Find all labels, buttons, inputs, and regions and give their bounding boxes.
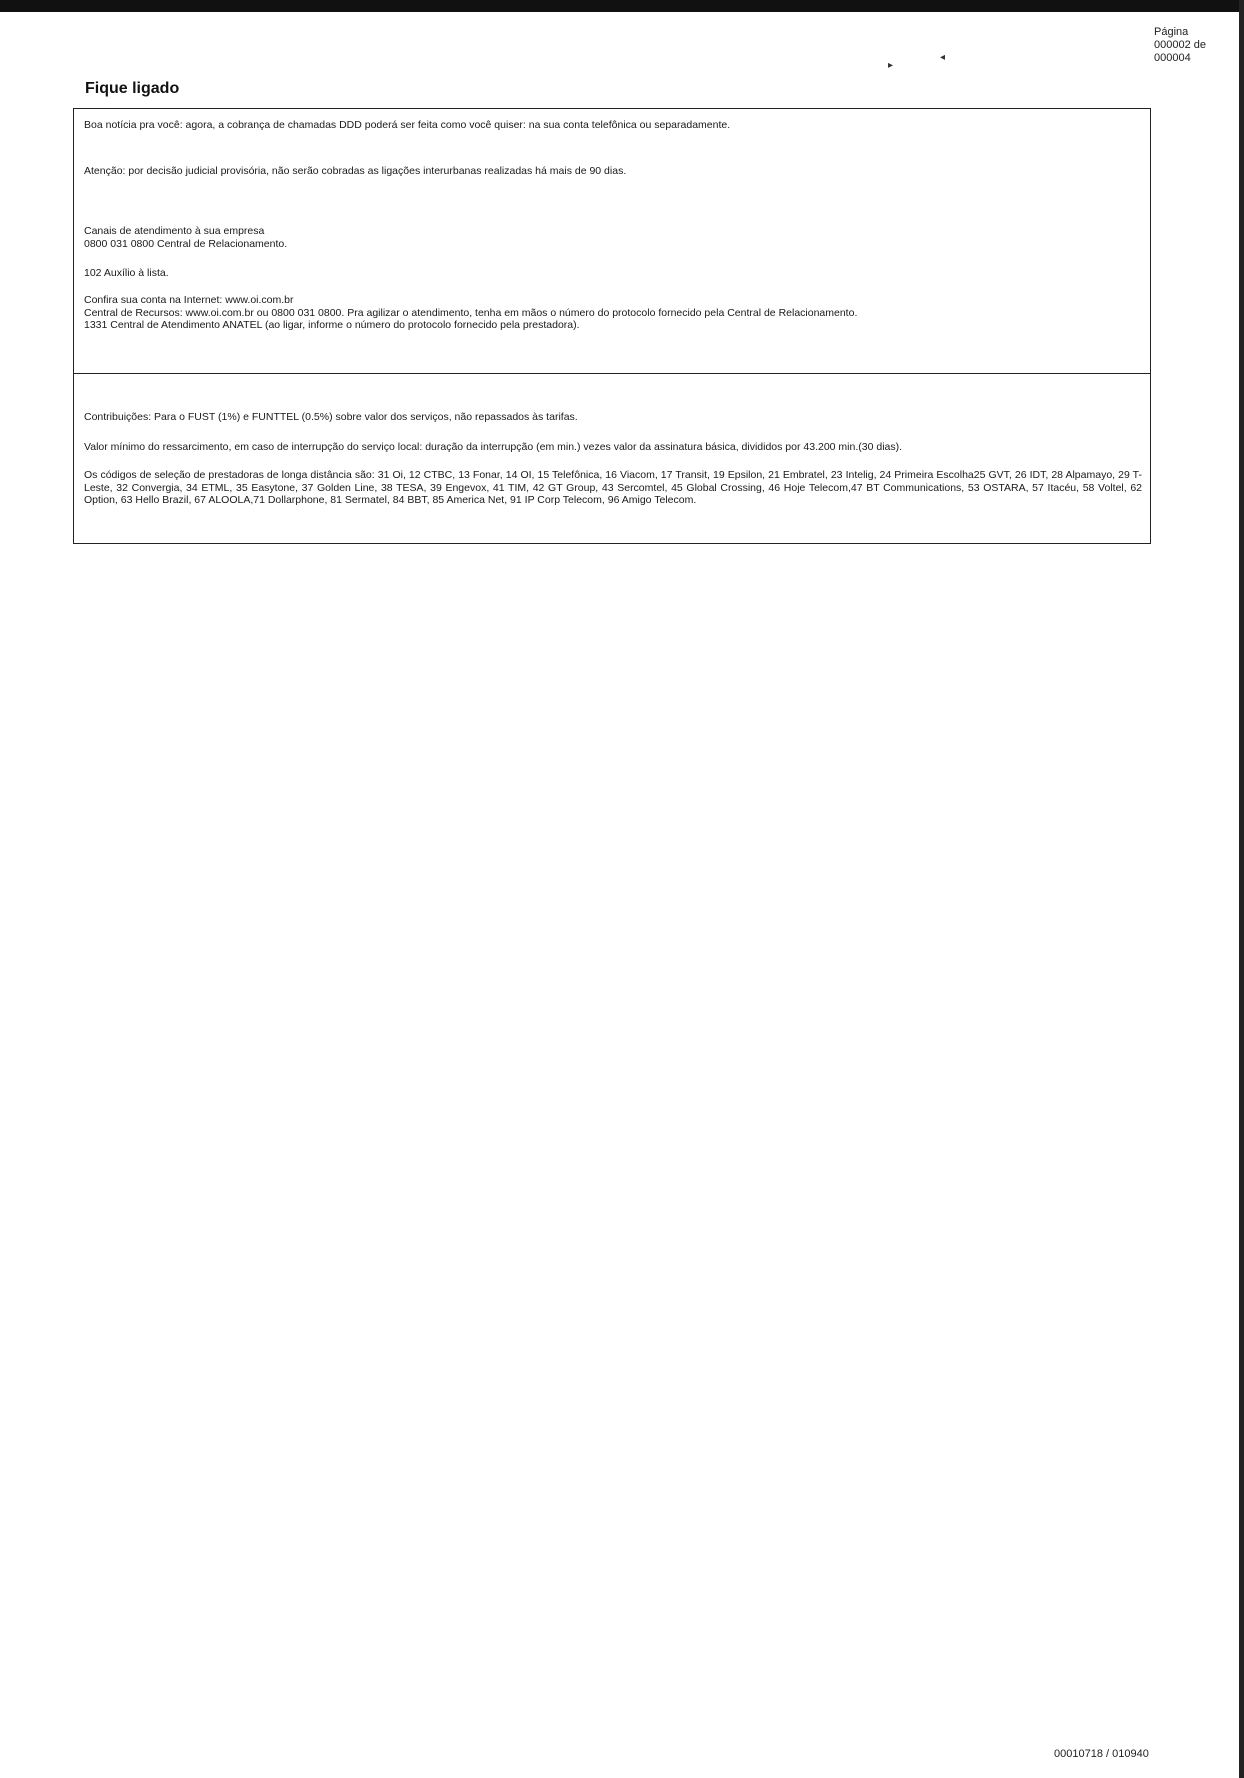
page-label: Página: [1154, 26, 1189, 38]
good-news-notice: Boa notícia pra você: agora, a cobrança de chamadas DDD poderá ser feita como você quiser: na sua conta telefônica ou separadamente.: [84, 119, 731, 131]
channels-line-relationship: 0800 031 0800 Central de Relacionamento.: [84, 237, 288, 250]
channels-line-directory: 102 Auxílio à lista.: [84, 267, 169, 279]
section-title: Fique ligado: [85, 80, 180, 97]
notice-box: [73, 108, 1151, 544]
scan-edge-top: [0, 0, 1244, 12]
service-channels: [84, 225, 1142, 250]
channels-line-internet: Confira sua conta na Internet: www.oi.com.br: [84, 294, 294, 306]
channels-line-anatel: 1331 Central de Atendimento ANATEL (ao ligar, informe o número do protocolo fornecido pela prestadora).: [84, 319, 580, 331]
page-current: 000002 de: [1154, 39, 1206, 51]
channels-line-appeals: Central de Recursos: www.oi.com.br ou 0800 031 0800. Pra agilizar o atendimento, tenha em mãos o número do protocolo fornecido pela Central de Relacionamento.: [84, 306, 858, 319]
document-code: 00010718 / 010940: [1054, 1748, 1149, 1760]
contributions-text: Contribuições: Para o FUST (1%) e FUNTTEL (0.5%) sobre valor dos serviços, não repassados às tarifas.: [84, 411, 578, 423]
section-divider: [74, 373, 1150, 374]
page-number: [1154, 26, 1234, 65]
scan-edge-right: [1239, 0, 1244, 1778]
online-channels: [84, 294, 1142, 332]
page-total: 000004: [1154, 52, 1191, 64]
scan-speck: ◂: [940, 52, 946, 63]
carrier-codes-text: Os códigos de seleção de prestadoras de longa distância são: 31 Oi, 12 CTBC, 13 Fonar, 14 OI, 15 Telefônica, 16 Viacom, 17 Transit, 19 Epsilon, 21 Embratel, 23 Intelig, 24 Primeira Escolha25 GVT, 26 IDT, 28 Alpamayo, 29 T-Leste, 32 Convergia, 34 ETML, 35 Easytone, 37 Golden Line, 38 TESA, 39 Engevox, 41 TIM, 42 GT Group, 43 Sercomtel, 45 Global Crossing, 46 Hoje Telecom,47 BT Communications, 53 OSTARA, 57 Itacéu, 58 Voltel, 62 Option, 63 Hello Brazil, 67 ALOOLA,71 Dollarphone, 81 Sermatel, 84 BBT, 85 America Net, 91 IP Corp Telecom, 96 Amigo Telecom.: [84, 469, 1142, 506]
refund-text: Valor mínimo do ressarcimento, em caso de interrupção do serviço local: duração da interrupção (em min.) vezes valor da assinatura básica, divididos por 43.200 min.(30 dias).: [84, 441, 903, 453]
scan-speck: ▸: [888, 60, 894, 71]
attention-notice: Atenção: por decisão judicial provisória, não serão cobradas as ligações interurbanas realizadas há mais de 90 dias.: [84, 165, 627, 177]
channels-heading: Canais de atendimento à sua empresa: [84, 225, 265, 237]
